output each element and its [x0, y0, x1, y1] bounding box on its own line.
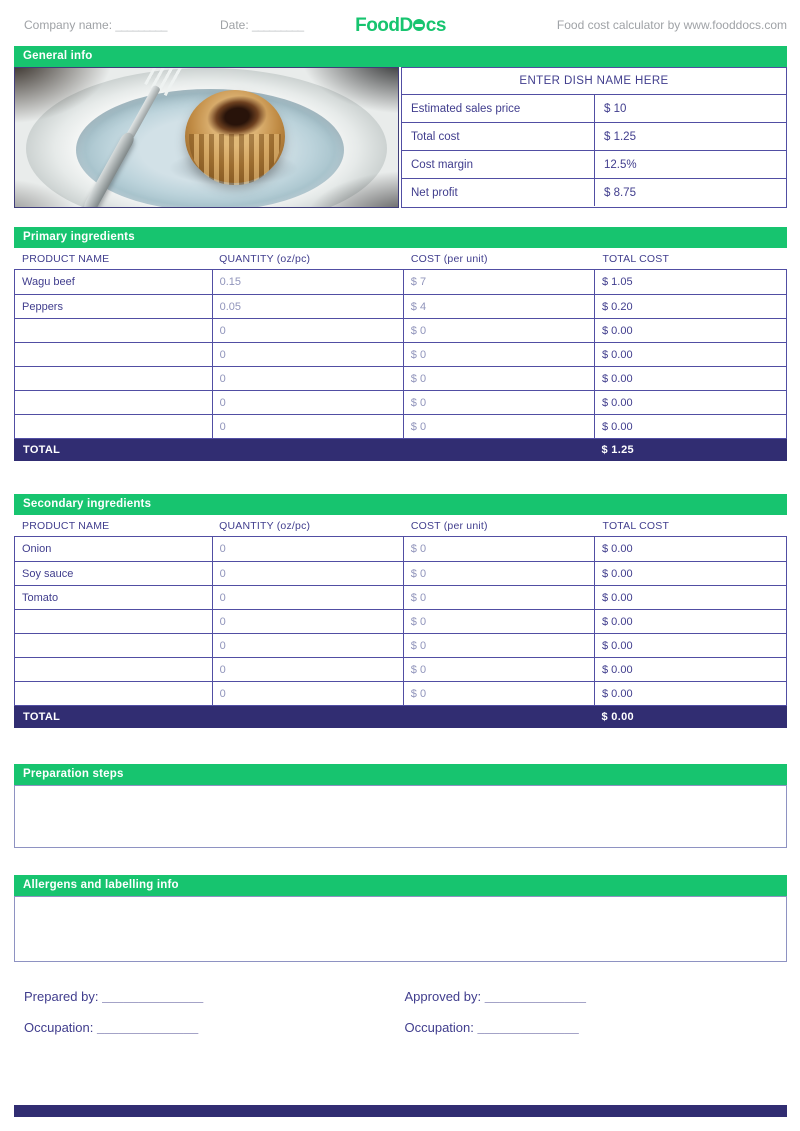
column-header: QUANTITY (oz/pc): [219, 252, 311, 265]
total-cost-cell: $ 0.00: [594, 562, 786, 585]
cost-cell[interactable]: $ 0: [403, 319, 594, 342]
quantity-cell[interactable]: 0: [212, 391, 403, 414]
top-bar: [14, 15, 787, 37]
product-name-cell[interactable]: Wagu beef: [22, 276, 75, 288]
total-cost-cell: $ 0.20: [594, 295, 786, 318]
column-header: COST (per unit): [410, 252, 488, 265]
cost-cell[interactable]: $ 0: [403, 658, 594, 681]
quantity-cell[interactable]: 0: [212, 319, 403, 342]
quantity-cell[interactable]: 0.15: [212, 270, 403, 294]
column-header: PRODUCT NAME: [22, 252, 110, 265]
table-row: [15, 609, 786, 633]
preparation-steps-banner: Preparation steps: [14, 764, 787, 785]
total-cost-cell: $ 1.05: [594, 270, 786, 294]
occupation-label: Occupation:: [404, 1020, 474, 1035]
table-row: [402, 94, 786, 122]
table-row: [402, 122, 786, 150]
column-header: TOTAL COST: [602, 252, 670, 265]
sales-price-label: Estimated sales price: [411, 102, 521, 115]
total-cost-cell: $ 0.00: [594, 319, 786, 342]
company-name-label: Company name:: [24, 18, 113, 32]
product-name-cell[interactable]: [15, 415, 212, 438]
cost-cell[interactable]: $ 0: [403, 537, 594, 561]
occupation-right-blank-line[interactable]: ______________: [477, 1020, 579, 1035]
total-cost-cell: $ 0.00: [594, 537, 786, 561]
table-row: [15, 390, 786, 414]
occupation-left-field: [14, 1020, 401, 1037]
table-row: [15, 294, 786, 318]
total-label: TOTAL: [23, 711, 61, 723]
cost-margin-label: Cost margin: [411, 158, 473, 171]
table-row: [402, 178, 786, 206]
cost-cell[interactable]: $ 0: [403, 343, 594, 366]
preparation-steps-section: [14, 764, 787, 848]
table-row: [15, 366, 786, 390]
product-name-cell[interactable]: Peppers: [22, 300, 63, 313]
cost-cell[interactable]: $ 0: [403, 586, 594, 609]
date-label: Date:: [220, 18, 249, 32]
table-row: [15, 633, 786, 657]
net-profit-value: $ 8.75: [594, 179, 786, 206]
product-name-cell[interactable]: [15, 391, 212, 414]
table-row: [15, 342, 786, 366]
general-info-section: [14, 46, 787, 208]
product-name-cell[interactable]: [15, 658, 212, 681]
table-row: [15, 657, 786, 681]
approved-by-label: Approved by:: [404, 989, 482, 1004]
dish-name-placeholder[interactable]: ENTER DISH NAME HERE: [519, 75, 669, 87]
prepared-by-blank-line[interactable]: ______________: [102, 989, 204, 1004]
prepared-by-field: [14, 989, 401, 1006]
total-value: $ 1.25: [601, 444, 634, 456]
total-cost-cell: $ 0.00: [594, 367, 786, 390]
quantity-cell[interactable]: 0: [212, 562, 403, 585]
approved-by-field: [401, 989, 788, 1006]
total-cost-cell: $ 0.00: [594, 634, 786, 657]
approved-by-blank-line[interactable]: ______________: [484, 989, 586, 1004]
table-row: [15, 585, 786, 609]
total-cost-cell: $ 0.00: [594, 391, 786, 414]
primary-ingredients-table: [14, 269, 787, 439]
allergens-textarea[interactable]: [14, 896, 787, 962]
cost-cell[interactable]: $ 0: [403, 634, 594, 657]
total-cost-cell: $ 0.00: [594, 415, 786, 438]
total-cost-label: Total cost: [411, 130, 460, 143]
primary-ingredients-section: [14, 227, 787, 461]
quantity-cell[interactable]: 0: [212, 610, 403, 633]
footer-bar: [14, 1105, 787, 1117]
column-header: QUANTITY (oz/pc): [219, 519, 311, 532]
cost-cell[interactable]: $ 0: [403, 682, 594, 705]
cost-cell[interactable]: $ 7: [403, 270, 594, 294]
secondary-column-headers: [14, 515, 787, 536]
product-name-cell[interactable]: [15, 319, 212, 342]
total-cost-value: $ 1.25: [594, 123, 786, 150]
dish-photo: [14, 67, 399, 208]
quantity-cell[interactable]: 0: [212, 658, 403, 681]
primary-total-bar: [14, 439, 787, 461]
general-info-banner: General info: [14, 46, 787, 67]
logo-text-right: cs: [425, 15, 446, 36]
column-header: PRODUCT NAME: [22, 519, 110, 532]
total-cost-cell: $ 0.00: [594, 610, 786, 633]
column-header: TOTAL COST: [602, 519, 670, 532]
table-row: [15, 561, 786, 585]
secondary-ingredients-section: [14, 494, 787, 728]
cost-margin-value: 12.5%: [594, 151, 786, 178]
secondary-ingredients-banner: Secondary ingredients: [14, 494, 787, 515]
cost-cell[interactable]: $ 0: [403, 610, 594, 633]
column-header: COST (per unit): [410, 519, 488, 532]
cost-cell[interactable]: $ 4: [403, 295, 594, 318]
quantity-cell[interactable]: 0: [212, 367, 403, 390]
quantity-cell[interactable]: 0: [212, 415, 403, 438]
primary-column-headers: [14, 248, 787, 269]
total-cost-cell: $ 0.00: [594, 586, 786, 609]
pie: [185, 90, 285, 183]
table-row: [15, 414, 786, 438]
table-row: [15, 537, 786, 561]
total-cost-cell: $ 0.00: [594, 682, 786, 705]
prepared-by-label: Prepared by:: [24, 989, 99, 1004]
cost-cell[interactable]: $ 0: [403, 415, 594, 438]
cost-cell[interactable]: $ 0: [403, 391, 594, 414]
table-row: [402, 150, 786, 178]
allergens-banner: Allergens and labelling info: [14, 875, 787, 896]
occupation-label: Occupation:: [24, 1020, 94, 1035]
total-value: $ 0.00: [601, 711, 634, 723]
table-row: [15, 681, 786, 705]
product-name-cell[interactable]: [15, 634, 212, 657]
signatures-block: [14, 989, 787, 1037]
occupation-right-field: [401, 1020, 788, 1037]
table-row: [15, 318, 786, 342]
secondary-ingredients-table: [14, 536, 787, 706]
dish-summary-table: [401, 67, 787, 208]
product-name-cell[interactable]: Onion: [22, 543, 52, 555]
logo-plate-icon: [413, 19, 425, 31]
sales-price-value[interactable]: $ 10: [594, 95, 786, 122]
primary-ingredients-banner: Primary ingredients: [14, 227, 787, 248]
allergens-section: [14, 875, 787, 962]
quantity-cell[interactable]: 0: [212, 586, 403, 609]
logo-text-left: FoodD: [355, 15, 413, 36]
secondary-total-bar: [14, 706, 787, 728]
occupation-left-blank-line[interactable]: ______________: [97, 1020, 199, 1035]
quantity-cell[interactable]: 0: [212, 634, 403, 657]
preparation-steps-textarea[interactable]: [14, 785, 787, 848]
quantity-cell[interactable]: 0: [212, 537, 403, 561]
product-name-cell[interactable]: [15, 610, 212, 633]
net-profit-label: Net profit: [411, 186, 458, 199]
total-cost-cell: $ 0.00: [594, 658, 786, 681]
tagline-text: Food cost calculator by www.fooddocs.com: [556, 18, 787, 32]
cost-cell[interactable]: $ 0: [403, 367, 594, 390]
quantity-cell[interactable]: 0: [212, 682, 403, 705]
quantity-cell[interactable]: 0: [212, 343, 403, 366]
date-blank-line[interactable]: _________: [252, 18, 304, 32]
total-cost-cell: $ 0.00: [594, 343, 786, 366]
product-name-cell[interactable]: [15, 682, 212, 705]
cost-cell[interactable]: $ 0: [403, 562, 594, 585]
total-label: TOTAL: [23, 444, 61, 456]
product-name-cell[interactable]: [15, 343, 212, 366]
quantity-cell[interactable]: 0.05: [212, 295, 403, 318]
product-name-cell[interactable]: Soy sauce: [22, 567, 74, 580]
product-name-cell[interactable]: [15, 367, 212, 390]
table-row: [15, 270, 786, 294]
product-name-cell[interactable]: Tomato: [22, 591, 59, 604]
company-name-blank-line[interactable]: _________: [115, 18, 167, 32]
